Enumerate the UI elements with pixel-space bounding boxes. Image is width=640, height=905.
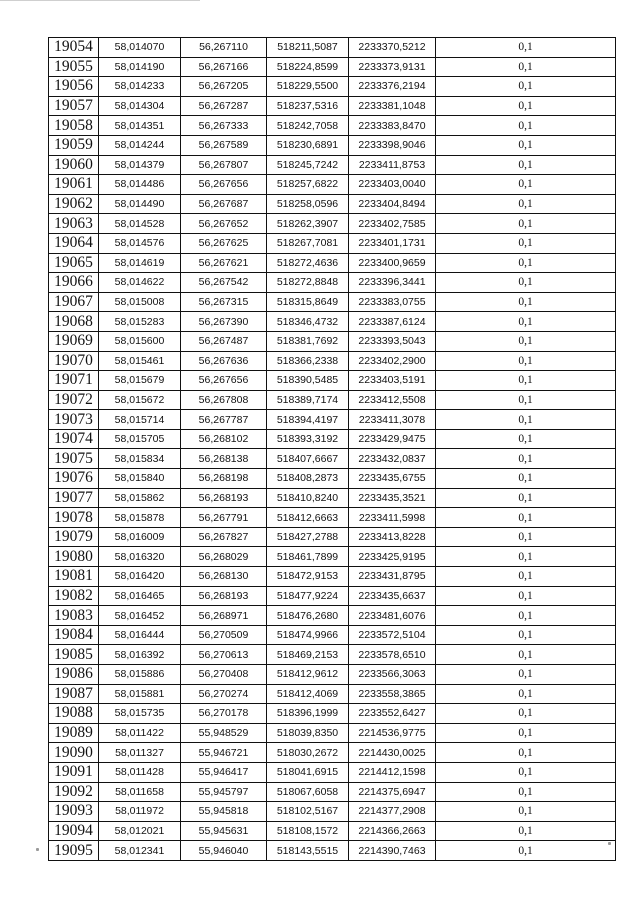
- table-row: [49, 194, 616, 214]
- y-coordinate-cell: 2233429,9475: [349, 429, 436, 449]
- longitude-cell: 56,270178: [181, 704, 267, 724]
- table-row: [49, 175, 616, 195]
- y-coordinate-cell: 2214390,7463: [349, 841, 436, 861]
- table-row: [49, 292, 616, 312]
- point-number-cell: 19085: [49, 645, 99, 665]
- latitude-cell: 58,014528: [99, 214, 181, 234]
- table-row: [49, 606, 616, 626]
- point-number-cell: 19069: [49, 331, 99, 351]
- x-coordinate-cell: 518393,3192: [267, 429, 349, 449]
- table-row: [49, 704, 616, 724]
- latitude-cell: 58,015881: [99, 684, 181, 704]
- latitude-cell: 58,016009: [99, 527, 181, 547]
- latitude-cell: 58,011327: [99, 743, 181, 763]
- table-row: [49, 390, 616, 410]
- point-number-cell: 19090: [49, 743, 99, 763]
- accuracy-cell: 0,1: [436, 488, 616, 508]
- y-coordinate-cell: 2233435,6637: [349, 586, 436, 606]
- table-row: [49, 135, 616, 155]
- y-coordinate-cell: 2233402,7585: [349, 214, 436, 234]
- point-number-cell: 19059: [49, 135, 99, 155]
- latitude-cell: 58,015705: [99, 429, 181, 449]
- accuracy-cell: 0,1: [436, 233, 616, 253]
- latitude-cell: 58,011422: [99, 723, 181, 743]
- latitude-cell: 58,015862: [99, 488, 181, 508]
- x-coordinate-cell: 518477,9224: [267, 586, 349, 606]
- x-coordinate-cell: 518143,5515: [267, 841, 349, 861]
- y-coordinate-cell: 2233393,5043: [349, 331, 436, 351]
- accuracy-cell: 0,1: [436, 116, 616, 136]
- longitude-cell: 56,268029: [181, 547, 267, 567]
- latitude-cell: 58,015886: [99, 665, 181, 685]
- latitude-cell: 58,015679: [99, 371, 181, 391]
- table-row: [49, 410, 616, 430]
- accuracy-cell: 0,1: [436, 586, 616, 606]
- table-row: [49, 253, 616, 273]
- table-row: [49, 38, 616, 58]
- longitude-cell: 56,267625: [181, 233, 267, 253]
- x-coordinate-cell: 518469,2153: [267, 645, 349, 665]
- longitude-cell: 56,270509: [181, 625, 267, 645]
- point-number-cell: 19068: [49, 312, 99, 332]
- table-row: [49, 665, 616, 685]
- accuracy-cell: 0,1: [436, 135, 616, 155]
- latitude-cell: 58,011428: [99, 762, 181, 782]
- accuracy-cell: 0,1: [436, 351, 616, 371]
- latitude-cell: 58,014304: [99, 96, 181, 116]
- accuracy-cell: 0,1: [436, 175, 616, 195]
- latitude-cell: 58,015840: [99, 469, 181, 489]
- accuracy-cell: 0,1: [436, 704, 616, 724]
- accuracy-cell: 0,1: [436, 77, 616, 97]
- point-number-cell: 19087: [49, 684, 99, 704]
- y-coordinate-cell: 2233412,5508: [349, 390, 436, 410]
- accuracy-cell: 0,1: [436, 429, 616, 449]
- longitude-cell: 56,268138: [181, 449, 267, 469]
- point-number-cell: 19089: [49, 723, 99, 743]
- table-row: [49, 312, 616, 332]
- y-coordinate-cell: 2233376,2194: [349, 77, 436, 97]
- longitude-cell: 56,268971: [181, 606, 267, 626]
- latitude-cell: 58,016465: [99, 586, 181, 606]
- y-coordinate-cell: 2233398,9046: [349, 135, 436, 155]
- longitude-cell: 56,267110: [181, 38, 267, 58]
- table-row: [49, 96, 616, 116]
- longitude-cell: 56,267787: [181, 410, 267, 430]
- longitude-cell: 56,267390: [181, 312, 267, 332]
- accuracy-cell: 0,1: [436, 547, 616, 567]
- longitude-cell: 56,270613: [181, 645, 267, 665]
- x-coordinate-cell: 518315,8649: [267, 292, 349, 312]
- longitude-cell: 55,946721: [181, 743, 267, 763]
- point-number-cell: 19067: [49, 292, 99, 312]
- point-number-cell: 19072: [49, 390, 99, 410]
- point-number-cell: 19065: [49, 253, 99, 273]
- table-row: [49, 155, 616, 175]
- table-row: [49, 567, 616, 587]
- accuracy-cell: 0,1: [436, 723, 616, 743]
- point-number-cell: 19064: [49, 233, 99, 253]
- accuracy-cell: 0,1: [436, 527, 616, 547]
- accuracy-cell: 0,1: [436, 762, 616, 782]
- y-coordinate-cell: 2233411,5998: [349, 508, 436, 528]
- table-row: [49, 625, 616, 645]
- x-coordinate-cell: 518229,5500: [267, 77, 349, 97]
- latitude-cell: 58,012341: [99, 841, 181, 861]
- latitude-cell: 58,014576: [99, 233, 181, 253]
- x-coordinate-cell: 518041,6915: [267, 762, 349, 782]
- accuracy-cell: 0,1: [436, 312, 616, 332]
- point-number-cell: 19063: [49, 214, 99, 234]
- coordinates-table-body: [49, 38, 616, 861]
- point-number-cell: 19092: [49, 782, 99, 802]
- y-coordinate-cell: 2233432,0837: [349, 449, 436, 469]
- x-coordinate-cell: 518258,0596: [267, 194, 349, 214]
- top-rule: [0, 0, 200, 1]
- accuracy-cell: 0,1: [436, 390, 616, 410]
- accuracy-cell: 0,1: [436, 782, 616, 802]
- latitude-cell: 58,016420: [99, 567, 181, 587]
- y-coordinate-cell: 2233552,6427: [349, 704, 436, 724]
- x-coordinate-cell: 518267,7081: [267, 233, 349, 253]
- table-row: [49, 429, 616, 449]
- point-number-cell: 19071: [49, 371, 99, 391]
- longitude-cell: 56,267636: [181, 351, 267, 371]
- table-row: [49, 351, 616, 371]
- x-coordinate-cell: 518461,7899: [267, 547, 349, 567]
- x-coordinate-cell: 518408,2873: [267, 469, 349, 489]
- x-coordinate-cell: 518039,8350: [267, 723, 349, 743]
- accuracy-cell: 0,1: [436, 273, 616, 293]
- point-number-cell: 19057: [49, 96, 99, 116]
- accuracy-cell: 0,1: [436, 38, 616, 58]
- longitude-cell: 56,268198: [181, 469, 267, 489]
- x-coordinate-cell: 518381,7692: [267, 331, 349, 351]
- table-row: [49, 77, 616, 97]
- latitude-cell: 58,015672: [99, 390, 181, 410]
- y-coordinate-cell: 2214536,9775: [349, 723, 436, 743]
- longitude-cell: 56,268193: [181, 488, 267, 508]
- x-coordinate-cell: 518412,9612: [267, 665, 349, 685]
- table-row: [49, 57, 616, 77]
- longitude-cell: 56,267652: [181, 214, 267, 234]
- point-number-cell: 19055: [49, 57, 99, 77]
- latitude-cell: 58,015461: [99, 351, 181, 371]
- y-coordinate-cell: 2233578,6510: [349, 645, 436, 665]
- point-number-cell: 19079: [49, 527, 99, 547]
- accuracy-cell: 0,1: [436, 606, 616, 626]
- longitude-cell: 56,267687: [181, 194, 267, 214]
- latitude-cell: 58,015600: [99, 331, 181, 351]
- accuracy-cell: 0,1: [436, 802, 616, 822]
- accuracy-cell: 0,1: [436, 645, 616, 665]
- table-row: [49, 841, 616, 861]
- longitude-cell: 55,946040: [181, 841, 267, 861]
- latitude-cell: 58,016452: [99, 606, 181, 626]
- y-coordinate-cell: 2233396,3441: [349, 273, 436, 293]
- point-number-cell: 19074: [49, 429, 99, 449]
- accuracy-cell: 0,1: [436, 665, 616, 685]
- x-coordinate-cell: 518346,4732: [267, 312, 349, 332]
- y-coordinate-cell: 2214375,6947: [349, 782, 436, 802]
- point-number-cell: 19093: [49, 802, 99, 822]
- accuracy-cell: 0,1: [436, 57, 616, 77]
- x-coordinate-cell: 518108,1572: [267, 821, 349, 841]
- latitude-cell: 58,016320: [99, 547, 181, 567]
- longitude-cell: 56,268130: [181, 567, 267, 587]
- x-coordinate-cell: 518412,6663: [267, 508, 349, 528]
- latitude-cell: 58,014379: [99, 155, 181, 175]
- table-row: [49, 508, 616, 528]
- latitude-cell: 58,016392: [99, 645, 181, 665]
- table-row: [49, 802, 616, 822]
- latitude-cell: 58,014622: [99, 273, 181, 293]
- longitude-cell: 56,268102: [181, 429, 267, 449]
- longitude-cell: 55,945797: [181, 782, 267, 802]
- point-number-cell: 19094: [49, 821, 99, 841]
- table-row: [49, 586, 616, 606]
- latitude-cell: 58,014233: [99, 77, 181, 97]
- x-coordinate-cell: 518272,4636: [267, 253, 349, 273]
- y-coordinate-cell: 2233431,8795: [349, 567, 436, 587]
- y-coordinate-cell: 2233411,3078: [349, 410, 436, 430]
- latitude-cell: 58,014244: [99, 135, 181, 155]
- x-coordinate-cell: 518407,6667: [267, 449, 349, 469]
- y-coordinate-cell: 2233373,9131: [349, 57, 436, 77]
- point-number-cell: 19077: [49, 488, 99, 508]
- x-coordinate-cell: 518211,5087: [267, 38, 349, 58]
- latitude-cell: 58,016444: [99, 625, 181, 645]
- accuracy-cell: 0,1: [436, 214, 616, 234]
- x-coordinate-cell: 518394,4197: [267, 410, 349, 430]
- point-number-cell: 19081: [49, 567, 99, 587]
- point-number-cell: 19091: [49, 762, 99, 782]
- y-coordinate-cell: 2233435,6755: [349, 469, 436, 489]
- x-coordinate-cell: 518245,7242: [267, 155, 349, 175]
- longitude-cell: 56,267791: [181, 508, 267, 528]
- longitude-cell: 56,267621: [181, 253, 267, 273]
- accuracy-cell: 0,1: [436, 567, 616, 587]
- longitude-cell: 55,948529: [181, 723, 267, 743]
- latitude-cell: 58,015008: [99, 292, 181, 312]
- point-number-cell: 19095: [49, 841, 99, 861]
- y-coordinate-cell: 2214377,2908: [349, 802, 436, 822]
- accuracy-cell: 0,1: [436, 508, 616, 528]
- table-row: [49, 762, 616, 782]
- table-row: [49, 449, 616, 469]
- x-coordinate-cell: 518396,1999: [267, 704, 349, 724]
- longitude-cell: 55,945818: [181, 802, 267, 822]
- table-row: [49, 684, 616, 704]
- longitude-cell: 56,267333: [181, 116, 267, 136]
- accuracy-cell: 0,1: [436, 292, 616, 312]
- point-number-cell: 19060: [49, 155, 99, 175]
- accuracy-cell: 0,1: [436, 469, 616, 489]
- longitude-cell: 56,267808: [181, 390, 267, 410]
- point-number-cell: 19086: [49, 665, 99, 685]
- x-coordinate-cell: 518102,5167: [267, 802, 349, 822]
- latitude-cell: 58,014619: [99, 253, 181, 273]
- point-number-cell: 19073: [49, 410, 99, 430]
- y-coordinate-cell: 2233435,3521: [349, 488, 436, 508]
- y-coordinate-cell: 2214366,2663: [349, 821, 436, 841]
- y-coordinate-cell: 2233566,3063: [349, 665, 436, 685]
- table-row: [49, 488, 616, 508]
- y-coordinate-cell: 2233401,1731: [349, 233, 436, 253]
- longitude-cell: 56,267827: [181, 527, 267, 547]
- longitude-cell: 56,270274: [181, 684, 267, 704]
- y-coordinate-cell: 2214430,0025: [349, 743, 436, 763]
- point-number-cell: 19078: [49, 508, 99, 528]
- y-coordinate-cell: 2233403,5191: [349, 371, 436, 391]
- latitude-cell: 58,014490: [99, 194, 181, 214]
- y-coordinate-cell: 2233400,9659: [349, 253, 436, 273]
- longitude-cell: 56,267807: [181, 155, 267, 175]
- accuracy-cell: 0,1: [436, 684, 616, 704]
- point-number-cell: 19070: [49, 351, 99, 371]
- latitude-cell: 58,015878: [99, 508, 181, 528]
- y-coordinate-cell: 2233404,8494: [349, 194, 436, 214]
- longitude-cell: 56,267656: [181, 371, 267, 391]
- point-number-cell: 19075: [49, 449, 99, 469]
- x-coordinate-cell: 518389,7174: [267, 390, 349, 410]
- table-row: [49, 233, 616, 253]
- table-row: [49, 331, 616, 351]
- y-coordinate-cell: 2233383,8470: [349, 116, 436, 136]
- y-coordinate-cell: 2233387,6124: [349, 312, 436, 332]
- longitude-cell: 55,946417: [181, 762, 267, 782]
- table-row: [49, 273, 616, 293]
- latitude-cell: 58,014070: [99, 38, 181, 58]
- point-number-cell: 19054: [49, 38, 99, 58]
- table-row: [49, 723, 616, 743]
- point-number-cell: 19058: [49, 116, 99, 136]
- x-coordinate-cell: 518427,2788: [267, 527, 349, 547]
- table-row: [49, 527, 616, 547]
- accuracy-cell: 0,1: [436, 841, 616, 861]
- x-coordinate-cell: 518242,7058: [267, 116, 349, 136]
- accuracy-cell: 0,1: [436, 371, 616, 391]
- point-number-cell: 19062: [49, 194, 99, 214]
- table-row: [49, 821, 616, 841]
- accuracy-cell: 0,1: [436, 96, 616, 116]
- accuracy-cell: 0,1: [436, 155, 616, 175]
- y-coordinate-cell: 2233411,8753: [349, 155, 436, 175]
- longitude-cell: 56,267656: [181, 175, 267, 195]
- point-number-cell: 19083: [49, 606, 99, 626]
- accuracy-cell: 0,1: [436, 625, 616, 645]
- x-coordinate-cell: 518272,8848: [267, 273, 349, 293]
- x-coordinate-cell: 518257,6822: [267, 175, 349, 195]
- latitude-cell: 58,015735: [99, 704, 181, 724]
- x-coordinate-cell: 518390,5485: [267, 371, 349, 391]
- x-coordinate-cell: 518224,8599: [267, 57, 349, 77]
- x-coordinate-cell: 518262,3907: [267, 214, 349, 234]
- latitude-cell: 58,015834: [99, 449, 181, 469]
- accuracy-cell: 0,1: [436, 743, 616, 763]
- point-number-cell: 19088: [49, 704, 99, 724]
- table-row: [49, 469, 616, 489]
- table-row: [49, 214, 616, 234]
- longitude-cell: 56,267589: [181, 135, 267, 155]
- latitude-cell: 58,012021: [99, 821, 181, 841]
- y-coordinate-cell: 2233572,5104: [349, 625, 436, 645]
- table-row: [49, 782, 616, 802]
- table-row: [49, 547, 616, 567]
- accuracy-cell: 0,1: [436, 410, 616, 430]
- accuracy-cell: 0,1: [436, 331, 616, 351]
- longitude-cell: 56,267315: [181, 292, 267, 312]
- table-row: [49, 743, 616, 763]
- y-coordinate-cell: 2214412,1598: [349, 762, 436, 782]
- point-number-cell: 19084: [49, 625, 99, 645]
- point-number-cell: 19076: [49, 469, 99, 489]
- point-number-cell: 19056: [49, 77, 99, 97]
- x-coordinate-cell: 518366,2338: [267, 351, 349, 371]
- y-coordinate-cell: 2233403,0040: [349, 175, 436, 195]
- x-coordinate-cell: 518410,8240: [267, 488, 349, 508]
- latitude-cell: 58,011658: [99, 782, 181, 802]
- accuracy-cell: 0,1: [436, 821, 616, 841]
- latitude-cell: 58,014486: [99, 175, 181, 195]
- y-coordinate-cell: 2233481,6076: [349, 606, 436, 626]
- x-coordinate-cell: 518230,6891: [267, 135, 349, 155]
- table-row: [49, 371, 616, 391]
- latitude-cell: 58,015714: [99, 410, 181, 430]
- point-number-cell: 19082: [49, 586, 99, 606]
- x-coordinate-cell: 518237,5316: [267, 96, 349, 116]
- point-number-cell: 19066: [49, 273, 99, 293]
- y-coordinate-cell: 2233383,0755: [349, 292, 436, 312]
- longitude-cell: 56,267205: [181, 77, 267, 97]
- y-coordinate-cell: 2233370,5212: [349, 38, 436, 58]
- x-coordinate-cell: 518476,2680: [267, 606, 349, 626]
- y-coordinate-cell: 2233381,1048: [349, 96, 436, 116]
- longitude-cell: 56,267166: [181, 57, 267, 77]
- coordinates-table: [48, 37, 616, 861]
- longitude-cell: 56,270408: [181, 665, 267, 685]
- accuracy-cell: 0,1: [436, 253, 616, 273]
- y-coordinate-cell: 2233425,9195: [349, 547, 436, 567]
- scan-speck: [36, 848, 39, 851]
- accuracy-cell: 0,1: [436, 449, 616, 469]
- y-coordinate-cell: 2233402,2900: [349, 351, 436, 371]
- latitude-cell: 58,011972: [99, 802, 181, 822]
- point-number-cell: 19061: [49, 175, 99, 195]
- longitude-cell: 56,267287: [181, 96, 267, 116]
- longitude-cell: 56,267542: [181, 273, 267, 293]
- latitude-cell: 58,015283: [99, 312, 181, 332]
- x-coordinate-cell: 518030,2672: [267, 743, 349, 763]
- longitude-cell: 56,268193: [181, 586, 267, 606]
- x-coordinate-cell: 518067,6058: [267, 782, 349, 802]
- latitude-cell: 58,014190: [99, 57, 181, 77]
- accuracy-cell: 0,1: [436, 194, 616, 214]
- longitude-cell: 56,267487: [181, 331, 267, 351]
- y-coordinate-cell: 2233413,8228: [349, 527, 436, 547]
- x-coordinate-cell: 518412,4069: [267, 684, 349, 704]
- point-number-cell: 19080: [49, 547, 99, 567]
- x-coordinate-cell: 518472,9153: [267, 567, 349, 587]
- table-row: [49, 116, 616, 136]
- table-row: [49, 645, 616, 665]
- y-coordinate-cell: 2233558,3865: [349, 684, 436, 704]
- latitude-cell: 58,014351: [99, 116, 181, 136]
- longitude-cell: 55,945631: [181, 821, 267, 841]
- x-coordinate-cell: 518474,9966: [267, 625, 349, 645]
